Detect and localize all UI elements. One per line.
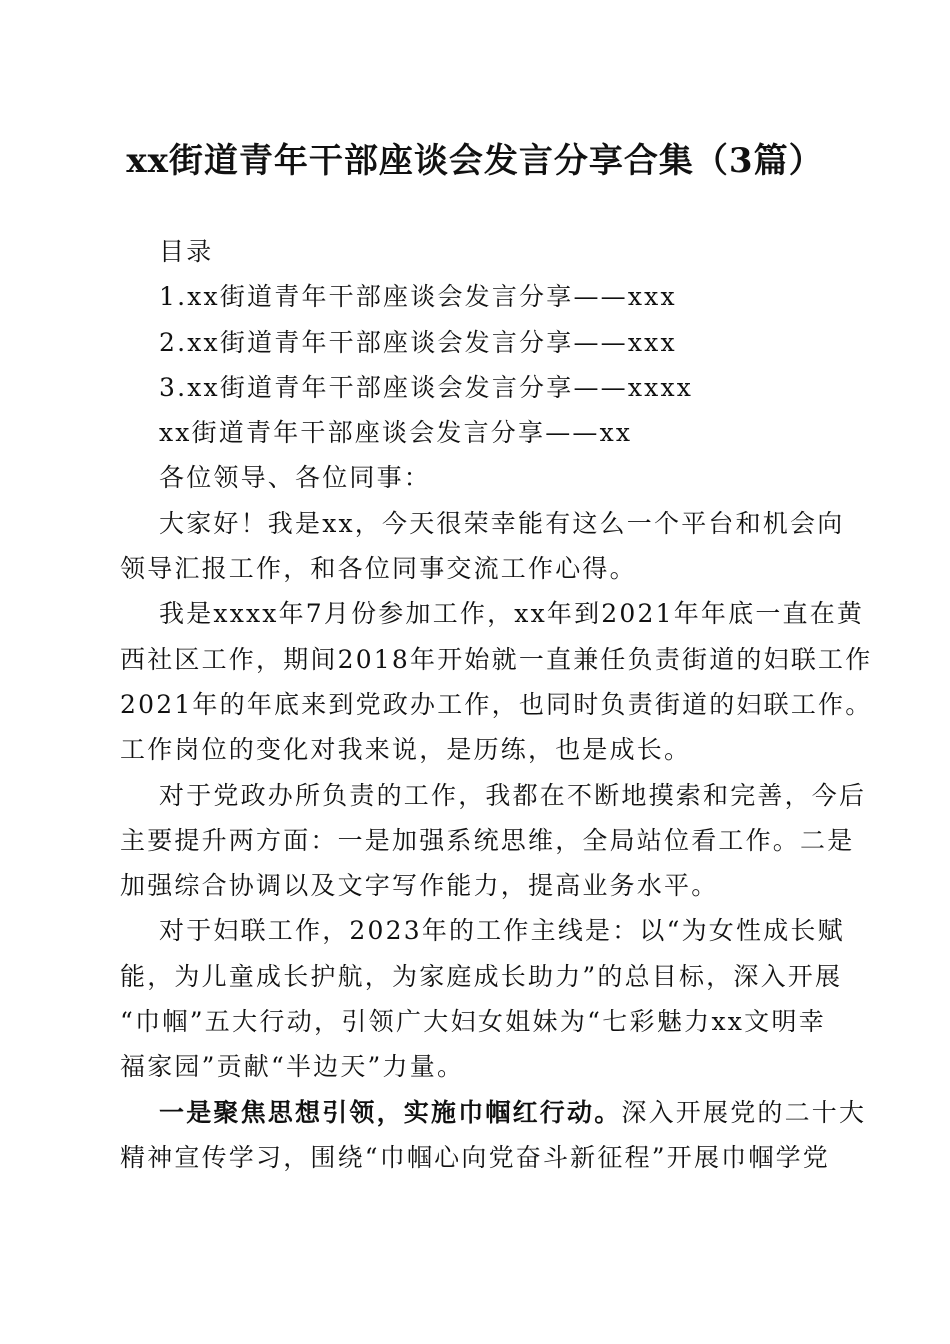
paragraph-line: “巾帼”五大行动，引领广大妇女姐妹为“七彩魅力xx文明幸 [120, 1007, 826, 1037]
bold-lead-sentence: 一是聚焦思想引领，实施巾帼红行动。 [159, 1097, 622, 1127]
document-body [120, 229, 873, 1180]
document-title: xx街道青年干部座谈会发言分享合集（3篇） [126, 141, 824, 181]
paragraph-5 [120, 1090, 867, 1181]
paragraph-line: 我是xxxx年7月份参加工作，xx年到2021年年底一直在黄 [159, 599, 865, 629]
paragraph-line: 精神宣传学习，围绕“巾帼心向党奋斗新征程”开展巾帼学党 [120, 1142, 830, 1172]
article-subtitle: xx街道青年干部座谈会发言分享——xx [159, 418, 633, 448]
paragraph-2 [120, 591, 873, 772]
paragraph-line: 对于党政办所负责的工作，我都在不断地摸索和完善，今后 [159, 780, 867, 810]
paragraph-line: 福家园”贡献“半边天”力量。 [120, 1052, 465, 1082]
salutation: 各位领导、各位同事： [159, 463, 432, 493]
paragraph-line: 2021年的年底来到党政办工作，也同时负责街道的妇联工作。 [120, 689, 873, 719]
paragraph-text: 深入开展党的二十大 [621, 1097, 867, 1127]
paragraph-line: 主要提升两方面：一是加强系统思维，全局站位看工作。二是 [120, 825, 855, 855]
toc-heading: 目录 [159, 237, 214, 266]
paragraph-line [120, 1090, 867, 1135]
paragraph-line: 领导汇报工作，和各位同事交流工作心得。 [120, 554, 637, 584]
paragraph-4 [120, 908, 845, 1089]
paragraph-3 [120, 773, 867, 909]
toc-item-2: 2.xx街道青年干部座谈会发言分享——xxx [159, 327, 677, 357]
paragraph-line: 能，为儿童成长护航，为家庭成长助力”的总目标，深入开展 [120, 961, 843, 991]
paragraph-line: 工作岗位的变化对我来说，是历练，也是成长。 [120, 735, 692, 765]
toc-item-1: 1.xx街道青年干部座谈会发言分享——xxx [159, 282, 677, 312]
paragraph-line: 对于妇联工作，2023年的工作主线是：以“为女性成长赋 [159, 916, 845, 946]
paragraph-line: 大家好！我是xx，今天很荣幸能有这么一个平台和机会向 [159, 508, 845, 538]
toc-item-3: 3.xx街道青年干部座谈会发言分享——xxxx [159, 372, 694, 402]
paragraph-line: 西社区工作，期间2018年开始就一直兼任负责街道的妇联工作 [120, 644, 873, 674]
paragraph-1 [120, 501, 845, 592]
paragraph-line: 加强综合协调以及文字写作能力，提高业务水平。 [120, 871, 719, 901]
